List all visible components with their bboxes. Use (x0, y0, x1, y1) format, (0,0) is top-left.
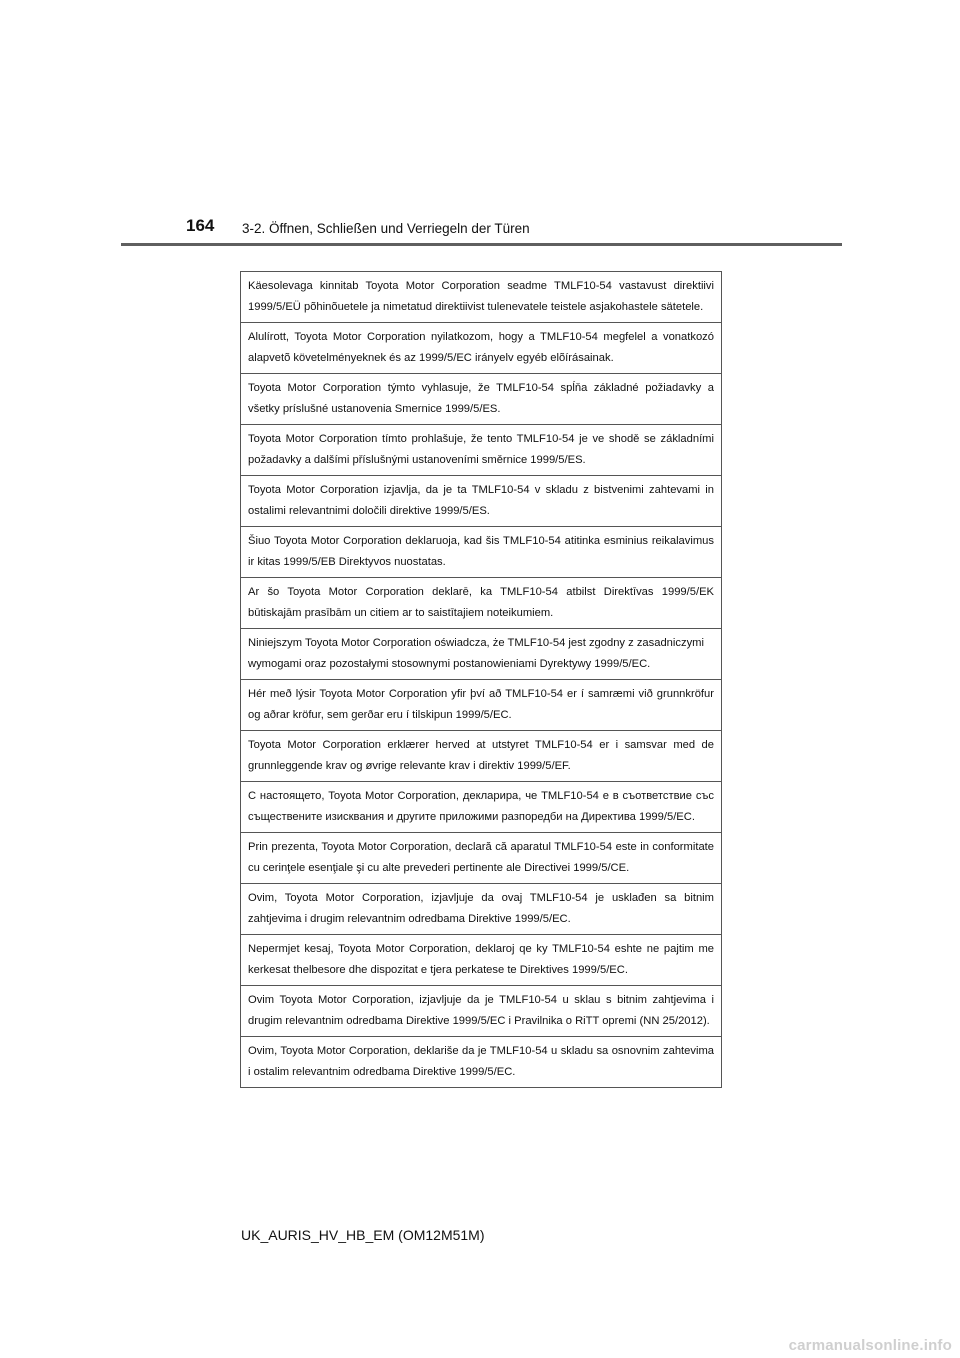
declaration-icelandic: Hér með lýsir Toyota Motor Corporation yfir því að TMLF10-54 er í samræmi við grunnkröfur og aðrar kröfur, sem gerðar eru í tilskipun 1999/5/EC. (241, 680, 722, 731)
table-row (241, 527, 722, 578)
watermark: carmanualsonline.info (788, 1337, 952, 1354)
table-row (241, 476, 722, 527)
declaration-czech: Toyota Motor Corporation tímto prohlašuje, že tento TMLF10-54 je ve shodě se základními požadavky a dalšími příslušnými ustanoveními směrnice 1999/5/ES. (241, 425, 722, 476)
declaration-hungarian: Alulírott, Toyota Motor Corporation nyilatkozom, hogy a TMLF10-54 megfelel a vonatkozó alapvetõ követelményeknek és az 1999/5/EC irányelv egyéb elõírásainak. (241, 323, 722, 374)
declaration-romanian: Prin prezenta, Toyota Motor Corporation, declară că aparatul TMLF10-54 este in conformitate cu cerinţele esenţiale şi cu alte prevederi pertinente ale Directivei 1999/5/CE. (241, 833, 722, 884)
table-row (241, 1037, 722, 1088)
table-row (241, 833, 722, 884)
table-row (241, 629, 722, 680)
declaration-croatian: Ovim Toyota Motor Corporation, izjavljuje da je TMLF10-54 u sklau s bitnim zahtjevima i drugim relevantnim odredbama Direktive 1999/5/EC i Pravilnika o RiTT opremi (NN 25/2012). (241, 986, 722, 1037)
table-row (241, 323, 722, 374)
declaration-bulgarian: С настоящето, Toyota Motor Corporation, декларира, че TMLF10-54 е в съответствие със съществените изисквания и другите приложими разпоредби на Директива 1999/5/EC. (241, 782, 722, 833)
table-row (241, 986, 722, 1037)
declaration-table (240, 271, 722, 1088)
header-rule (121, 243, 842, 246)
table-row (241, 425, 722, 476)
table-row (241, 680, 722, 731)
declaration-polish: Niniejszym Toyota Motor Corporation oświadcza, że TMLF10-54 jest zgodny z zasadniczymi wymogami oraz pozostałymi stosownymi postanowieniami Dyrektywy 1999/5/EC. (241, 629, 722, 680)
table-row (241, 731, 722, 782)
declaration-latvian: Ar šo Toyota Motor Corporation deklarē, ka TMLF10-54 atbilst Direktīvas 1999/5/EK būtiskajām prasībām un citiem ar to saistītajiem noteikumiem. (241, 578, 722, 629)
table-row (241, 884, 722, 935)
table-row (241, 578, 722, 629)
table-row (241, 374, 722, 425)
page-number: 164 (186, 216, 215, 235)
table-row (241, 935, 722, 986)
declaration-albanian: Nepermjet kesaj, Toyota Motor Corporation, deklaroj qe ky TMLF10-54 eshte ne pajtim me kerkesat thelbesore dhe dispozitat e tjera perkatese te Direktives 1999/5/EC. (241, 935, 722, 986)
document-code: UK_AURIS_HV_HB_EM (OM12M51M) (241, 1227, 485, 1243)
declaration-bosnian: Ovim, Toyota Motor Corporation, izjavljuje da ovaj TMLF10-54 je usklađen sa bitnim zahtjevima i drugim relevantnim odredbama Direktive 1999/5/EC. (241, 884, 722, 935)
declaration-serbian: Ovim, Toyota Motor Corporation, deklariše da je TMLF10-54 u skladu sa osnovnim zahtevima i ostalim relevantnim odredbama Direktive 1999/5/EC. (241, 1037, 722, 1088)
table-row (241, 782, 722, 833)
section-title: 3-2. Öffnen, Schließen und Verriegeln der Türen (242, 221, 530, 236)
declaration-slovak: Toyota Motor Corporation týmto vyhlasuje, že TMLF10-54 spĺňa základné požiadavky a všetky príslušné ustanovenia Smernice 1999/5/ES. (241, 374, 722, 425)
declaration-lithuanian: Šiuo Toyota Motor Corporation deklaruoja, kad šis TMLF10-54 atitinka esminius reikalavimus ir kitas 1999/5/EB Direktyvos nuostatas. (241, 527, 722, 578)
declaration-norwegian: Toyota Motor Corporation erklærer herved at utstyret TMLF10-54 er i samsvar med de grunnleggende krav og øvrige relevante krav i direktiv 1999/5/EF. (241, 731, 722, 782)
declaration-slovenian: Toyota Motor Corporation izjavlja, da je ta TMLF10-54 v skladu z bistvenimi zahtevami in ostalimi relevantnimi določili direktive 1999/5/ES. (241, 476, 722, 527)
table-row (241, 272, 722, 323)
declaration-estonian: Käesolevaga kinnitab Toyota Motor Corporation seadme TMLF10-54 vastavust direktiivi 1999/5/EÜ põhinõuetele ja nimetatud direktiivist tulenevatele teistele asjakohastele sätetele. (241, 272, 722, 323)
